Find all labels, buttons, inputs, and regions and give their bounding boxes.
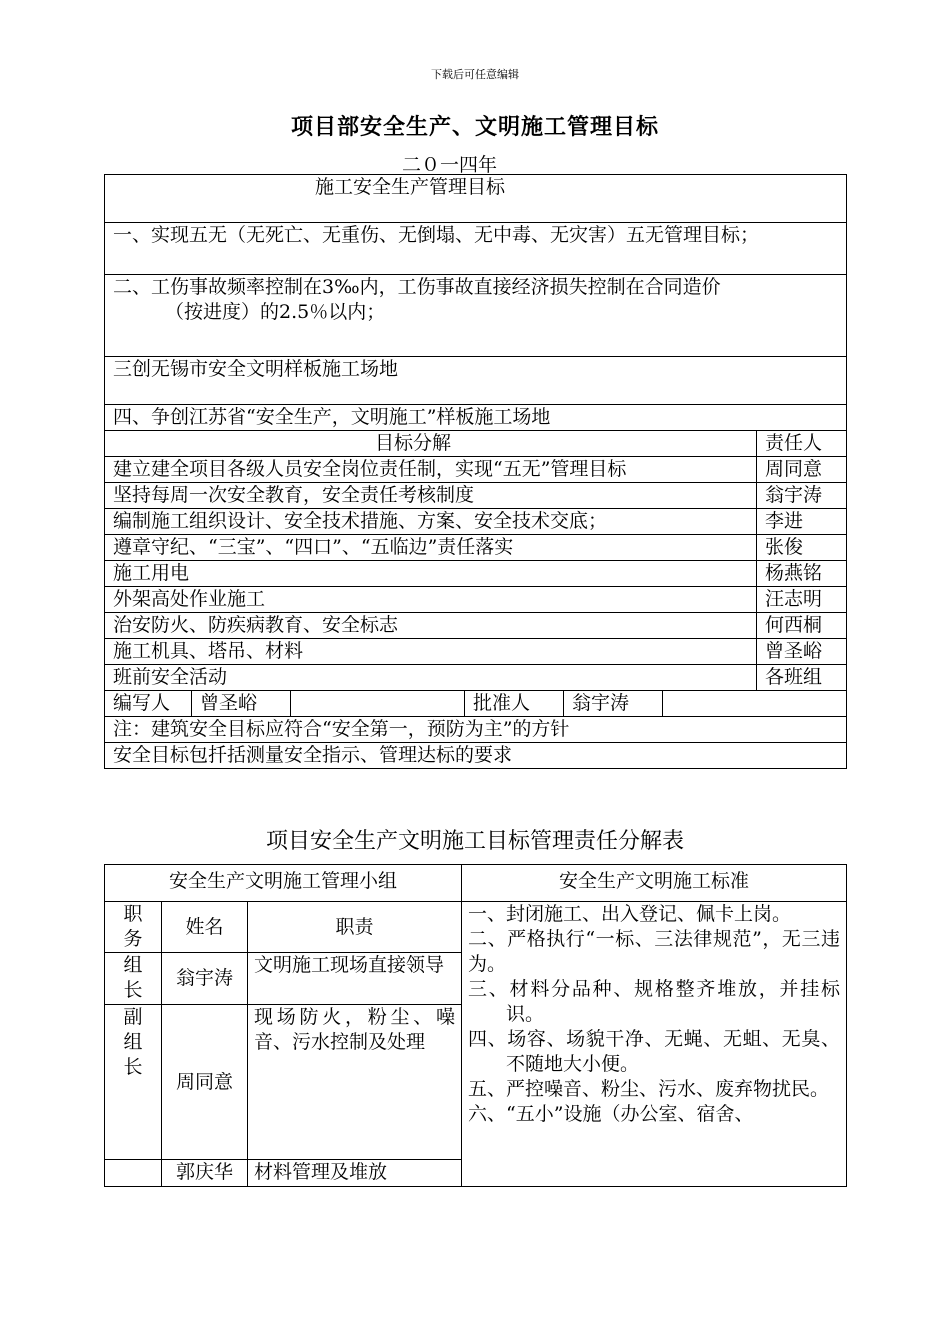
owner-header: 责任人 (757, 431, 847, 457)
safety-goals-table (104, 174, 847, 769)
year-label: 二０一四年 (402, 154, 498, 176)
post-header (105, 902, 162, 953)
owner-cell: 何西桐 (757, 613, 847, 639)
writer-label: 编写人 (105, 691, 192, 717)
duty-header: 职责 (248, 902, 462, 953)
standard-item: 四、场容、场貌干净、无蝇、无蛆、无臭、不随地大小便。 (468, 1028, 841, 1075)
owner-cell: 翁宇涛 (757, 483, 847, 509)
note-line: 安全目标包扦括测量安全指示、管理达标的要求 (105, 743, 847, 769)
approver-label: 批准人 (465, 691, 564, 717)
blank-cell (663, 691, 847, 717)
member-post-text: 副组长 (123, 1006, 143, 1078)
task-cell: 建立建全项目各级人员安全岗位责任制，实现“五无”管理目标 (105, 457, 757, 483)
owner-cell: 李进 (757, 509, 847, 535)
standard-header: 安全生产文明施工标准 (462, 865, 847, 902)
section-title: 项目安全生产文明施工目标管理责任分解表 (265, 829, 684, 854)
group-header: 安全生产文明施工管理小组 (105, 865, 462, 902)
standard-item: 六、“五小”设施（办公室、宿舍、 (468, 1103, 754, 1125)
writer-name: 曾圣峪 (192, 691, 291, 717)
task-cell: 班前安全活动 (105, 665, 757, 691)
blank-cell (291, 691, 465, 717)
task-cell: 施工用电 (105, 561, 757, 587)
owner-cell: 曾圣峪 (757, 639, 847, 665)
member-post-text: 组长 (123, 954, 143, 1001)
task-cell: 遵章守纪、“三宝”、“四口”、“五临边”责任落实 (105, 535, 757, 561)
owner-cell: 张俊 (757, 535, 847, 561)
goal-item-line: （按进度）的2.5％以内； (165, 301, 386, 323)
task-cell: 治安防火、防疾病教育、安全标志 (105, 613, 757, 639)
member-name: 翁宇涛 (162, 953, 248, 1005)
member-post (105, 1160, 162, 1187)
owner-cell: 杨燕铭 (757, 561, 847, 587)
responsibility-table (104, 864, 847, 1187)
goal-item: 一、实现五无（无死亡、无重伤、无倒塌、无中毒、无灾害）五无管理目标； (105, 223, 847, 275)
task-cell: 施工机具、塔吊、材料 (105, 639, 757, 665)
member-name: 周同意 (162, 1005, 248, 1160)
member-duty: 现场防火，粉尘、噪音、污水控制及处理 (248, 1005, 462, 1160)
owner-cell: 各班组 (757, 665, 847, 691)
standard-item: 五、严控噪音、粉尘、污水、废弃物扰民。 (468, 1078, 830, 1100)
goals-heading: 施工安全生产管理目标 (105, 175, 847, 223)
name-header: 姓名 (162, 902, 248, 953)
member-post (105, 953, 162, 1005)
task-cell: 外架高处作业施工 (105, 587, 757, 613)
standards-cell (462, 902, 847, 1187)
page-title: 项目部安全生产、文明施工管理目标 (290, 114, 659, 140)
task-cell: 编制施工组织设计、安全技术措施、方案、安全技术交底； (105, 509, 757, 535)
goal-item: 四、争创江苏省“安全生产，文明施工”样板施工场地 (105, 405, 847, 431)
standard-item: 三、材料分品种、规格整齐堆放，并挂标识。 (468, 978, 841, 1025)
task-cell: 坚持每周一次安全教育，安全责任考核制度 (105, 483, 757, 509)
member-duty: 文明施工现场直接领导 (248, 953, 462, 1005)
member-duty: 材料管理及堆放 (248, 1160, 462, 1187)
goal-item (105, 275, 847, 357)
header-note: 下载后可任意编辑 (431, 68, 519, 81)
note-line: 注：建筑安全目标应符合“安全第一，预防为主”的方针 (105, 717, 847, 743)
goal-item-line: 二、工伤事故频率控制在3‰内，工伤事故直接经济损失控制在合同造价 (113, 276, 721, 298)
owner-cell: 周同意 (757, 457, 847, 483)
member-post (105, 1005, 162, 1160)
post-header-text: 职务 (123, 903, 143, 950)
goal-item: 三创无锡市安全文明样板施工场地 (105, 357, 847, 405)
approver-name: 翁宇涛 (564, 691, 663, 717)
standard-item: 二、严格执行“一标、三法律规范”，无三违为。 (468, 928, 841, 975)
member-name: 郭庆华 (162, 1160, 248, 1187)
standard-item: 一、封闭施工、出入登记、佩卡上岗。 (468, 903, 792, 925)
owner-cell: 汪志明 (757, 587, 847, 613)
breakdown-header: 目标分解 (105, 431, 757, 457)
